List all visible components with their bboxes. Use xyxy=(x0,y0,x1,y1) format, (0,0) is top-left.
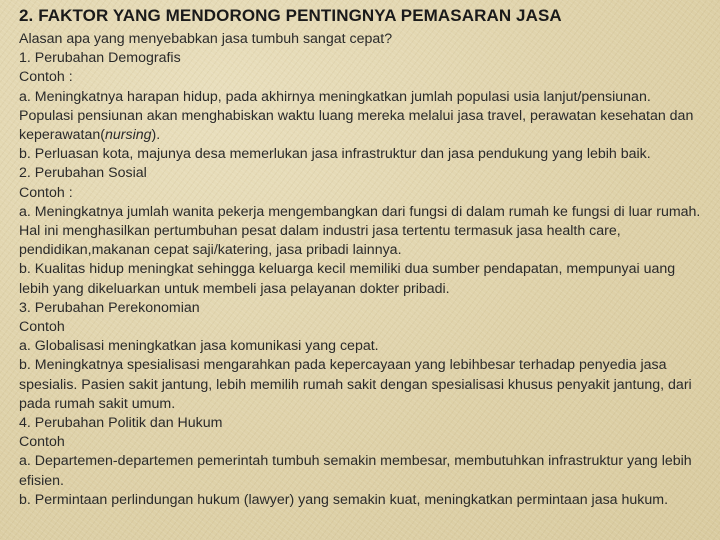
paragraph: b. Kualitas hidup meningkat sehingga keluarga kecil memiliki dua sumber pendapatan, mempunyai uang lebih yang dikeluarkan untuk membeli jasa pelayanan dokter pribadi. xyxy=(19,261,676,297)
paragraph: b. Permintaan perlindungan hukum (lawyer) yang semakin kuat, meningkatkan permintaan jasa hukum. xyxy=(19,491,669,508)
paragraph: a. Meningkatnya harapan hidup, pada akhirnya meningkatkan jumlah populasi usia lanjut/pensiunan. Populasi pensiunan akan menghabiskan waktu luang mereka melalui jasa travel, perawatan kesehatan dan keperawatan(nursing). xyxy=(19,88,694,144)
section-heading-sosial: 2. Perubahan Sosial xyxy=(19,165,147,182)
example-label: Contoh : xyxy=(19,69,73,86)
paragraph: a. Departemen-departemen pemerintah tumbuh semakin membesar, membutuhkan infrastruktur yang lebih efisien. xyxy=(19,453,692,489)
paragraph: a. Globalisasi meningkatkan jasa komunikasi yang cepat. xyxy=(19,338,379,355)
section-heading-politik-hukum: 4. Perubahan Politik dan Hukum xyxy=(19,415,223,432)
slide-title: 2. FAKTOR YANG MENDORONG PENTINGNYA PEMASARAN JASA xyxy=(19,6,562,25)
section-heading-perekonomian: 3. Perubahan Perekonomian xyxy=(19,299,200,316)
emphasis-term: nursing xyxy=(104,127,152,144)
intro-question: Alasan apa yang menyebabkan jasa tumbuh sangat cepat? xyxy=(19,31,393,47)
paragraph: b. Perluasan kota, majunya desa memerlukan jasa infrastruktur dan jasa pendukung yang lebih baik. xyxy=(19,146,651,163)
paragraph: a. Meningkatnya jumlah wanita pekerja mengembangkan dari fungsi di dalam rumah ke fungsi di luar rumah. Hal ini menghasilkan pertumbuhan pesat dalam industri jasa tertentu termasuk jasa health care, pendidikan,makanan cepat saji/katering, jasa pribadi lainnya. xyxy=(19,203,701,259)
section-heading-demografis: 1. Perubahan Demografis xyxy=(19,50,181,67)
example-label: Contoh : xyxy=(19,184,73,201)
slide-body xyxy=(19,30,709,510)
example-label: Contoh xyxy=(19,319,65,336)
example-label: Contoh xyxy=(19,434,65,451)
paragraph: b. Meningkatnya spesialisasi mengarahkan pada kepercayaan yang lebihbesar terhadap penyedia jasa spesialis. Pasien sakit jantung, lebih memilih rumah sakit dengan spesialisasi khusus penyakit jantung, dari pada rumah sakit umum. xyxy=(19,357,692,412)
